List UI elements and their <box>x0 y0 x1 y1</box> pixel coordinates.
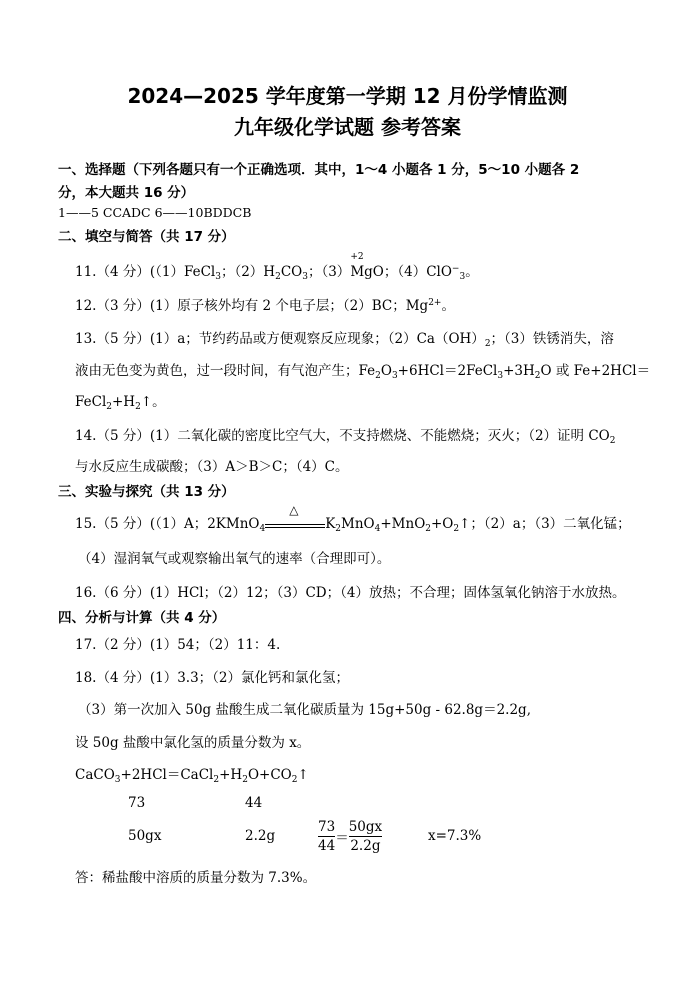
question-15-line-2: （4）湿润氧气或观察输出氧气的速率（合理即可）。 <box>78 551 391 567</box>
section-3-heading: 三、实验与探究（共 13 分） <box>58 484 235 500</box>
final-answer: 答：稀盐酸中溶质的质量分数为 7.3%。 <box>75 870 317 886</box>
section-1-heading: 一、选择题（下列各题只有一个正确选项．其中，1～4 小题各 1 分，5～10 小题各 2 <box>58 162 580 178</box>
result-x: x=7.3% <box>428 828 482 844</box>
question-14-line-1: 14.（5 分）(1）二氧化碳的密度比空气大，不支持燃烧、不能燃烧；灭火；（2）证明 $CO_2$ <box>75 428 616 446</box>
proportion-equation: $\frac{73}{44}$ ＝ $\frac{50gx}{2.2g}$ <box>318 819 383 854</box>
section-4-heading: 四、分析与计算（共 4 分） <box>58 610 226 626</box>
section-1-heading-cont: 分，本大题共 16 分） <box>58 185 195 201</box>
question-13-line-1: 13.（5 分）(1）a；节约药品或方便观察反应现象；$(2)Ca(OH)_2$；（3）铁锈消失，溶 <box>75 331 614 349</box>
question-15-line-1: 15.（5 分）(（1）A；2KMnO$_4$ △ $K_2MnO_4+MnO_2+O_2↑$；（2）a；（3）二氧化锰； <box>75 502 631 534</box>
question-11: 11.（4 分）(（1）FeCl$_3$；$(2)H_2CO_3$；（3） +2 MgO；（4）ClO−$_3$。 <box>75 252 479 282</box>
question-13-line-3: $FeCl_2+H_2↑$。 <box>75 394 166 412</box>
fraction-left: $\frac{73}{44}$ <box>318 819 336 854</box>
fraction-right: $\frac{50gx}{2.2g}$ <box>348 819 383 854</box>
section-1-answers: 1——5 CCADC 6——10BDDCB <box>58 205 252 220</box>
heating-condition <box>265 502 325 533</box>
title-line-1: 2024—2025 学年度第一学期 12 月份学情监测 <box>127 84 568 108</box>
molar-mass-co2: 44 <box>245 795 263 811</box>
question-17: 17.（2 分）(1）54；（2）11：4. <box>75 637 281 653</box>
title-line-2: 九年级化学试题 参考答案 <box>234 115 461 139</box>
section-2-heading: 二、填空与简答（共 17 分） <box>58 229 235 245</box>
question-18-line-3: 设 50g 盐酸中氯化氢的质量分数为 x。 <box>75 735 311 751</box>
co2-mass: 2.2g <box>245 828 276 844</box>
question-18-line-1: 18.（4 分）(1）3.3；（2）氯化钙和氯化氢； <box>75 670 350 686</box>
molar-mass-caco3: 73 <box>128 795 146 811</box>
question-18-line-2: （3）第一次加入 50g 盐酸生成二氧化碳质量为 15g+50g - 62.8g＝2.2g, <box>78 702 531 718</box>
delta-icon: △ <box>289 502 299 517</box>
unknown-mass: 50gx <box>128 828 162 844</box>
question-14-line-2: 与水反应生成碳酸；（3）A＞B＞C；（4）C。 <box>75 459 349 475</box>
question-16: 16.（6 分）(1）HCl；（2）12；（3）CD；（4）放热；不合理；固体氢氧化钠溶于水放热。 <box>75 585 626 601</box>
question-12: 12.（3 分）(1）原子核外均有 2 个电子层；（2）BC；$Mg^{2+}$。 <box>75 298 455 314</box>
chemical-equation: $CaCO_3+2HCl=CaCl_2+H_2O+CO_2↑$ <box>75 767 309 785</box>
question-13-line-2: 液由无色变为黄色，过一段时间，有气泡产生；$Fe_2O_3+6HCl=2FeCl_3+3H_2O$ 或 Fe+2HCl＝ <box>75 363 651 381</box>
